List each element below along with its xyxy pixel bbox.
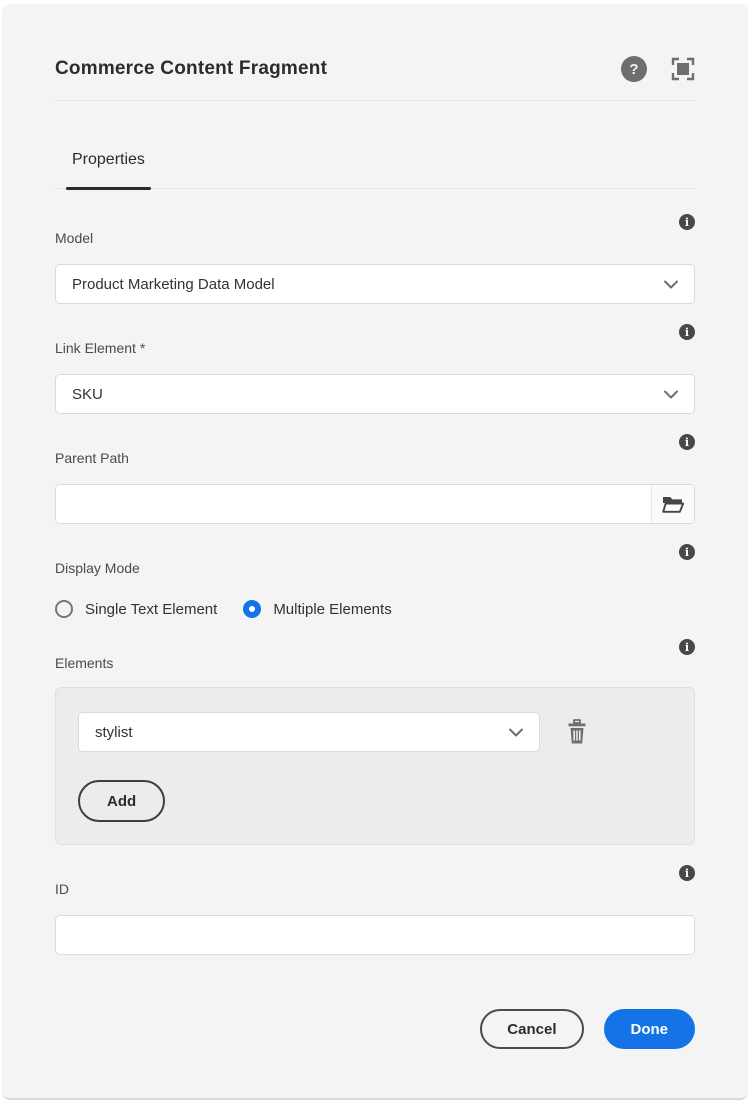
dialog-content xyxy=(2,214,748,955)
link-element-label: Link Element * xyxy=(55,340,146,356)
radio-multiple-elements[interactable] xyxy=(243,600,391,618)
dialog-header xyxy=(55,56,695,82)
radio-unselected-icon xyxy=(55,600,73,618)
done-button[interactable]: Done xyxy=(604,1009,696,1049)
tab-properties[interactable]: Properties xyxy=(69,137,148,188)
link-element-select[interactable] xyxy=(55,374,695,414)
delete-element-button[interactable] xyxy=(564,719,590,745)
radio-single-text-element-label: Single Text Element xyxy=(85,600,218,618)
chevron-down-icon xyxy=(664,390,678,399)
element-select[interactable] xyxy=(78,712,540,752)
model-info-icon[interactable]: i xyxy=(679,214,695,230)
model-select[interactable] xyxy=(55,264,695,304)
chevron-down-icon xyxy=(664,280,678,289)
folder-icon xyxy=(661,493,685,515)
elements-info-icon[interactable]: i xyxy=(679,639,695,655)
link-element-info-icon[interactable]: i xyxy=(679,324,695,340)
cancel-button[interactable]: Cancel xyxy=(480,1009,583,1049)
tab-bar xyxy=(55,137,695,189)
parent-path-info-icon[interactable]: i xyxy=(679,434,695,450)
elements-panel xyxy=(55,687,695,845)
header-divider xyxy=(55,100,695,101)
parent-path-label: Parent Path xyxy=(55,450,129,466)
parent-path-input[interactable] xyxy=(56,485,651,523)
radio-multiple-elements-label: Multiple Elements xyxy=(273,600,392,618)
display-mode-radio-group xyxy=(55,599,695,619)
link-element-select-value: SKU xyxy=(72,385,103,403)
elements-label: Elements xyxy=(55,655,114,671)
display-mode-label: Display Mode xyxy=(55,560,140,576)
trash-icon xyxy=(566,719,588,745)
fullscreen-icon[interactable] xyxy=(671,57,695,81)
parent-path-picker-button[interactable] xyxy=(651,485,694,523)
display-mode-info-icon[interactable]: i xyxy=(679,544,695,560)
chevron-down-icon xyxy=(509,728,523,737)
parent-path-field xyxy=(55,484,695,524)
header-icons xyxy=(621,56,695,82)
page-title: Commerce Content Fragment xyxy=(55,58,328,79)
model-select-value: Product Marketing Data Model xyxy=(72,275,275,293)
help-icon[interactable]: ? xyxy=(621,56,647,82)
add-element-button[interactable]: Add xyxy=(78,780,165,822)
radio-selected-icon xyxy=(243,600,261,618)
commerce-content-fragment-dialog xyxy=(2,4,748,1100)
element-select-value: stylist xyxy=(95,723,133,741)
element-item-row xyxy=(78,712,672,752)
id-input[interactable] xyxy=(55,915,695,955)
radio-single-text-element[interactable] xyxy=(55,600,217,618)
dialog-footer xyxy=(2,956,748,1098)
id-info-icon[interactable]: i xyxy=(679,865,695,881)
model-label: Model xyxy=(55,230,94,246)
id-label: ID xyxy=(55,881,69,897)
